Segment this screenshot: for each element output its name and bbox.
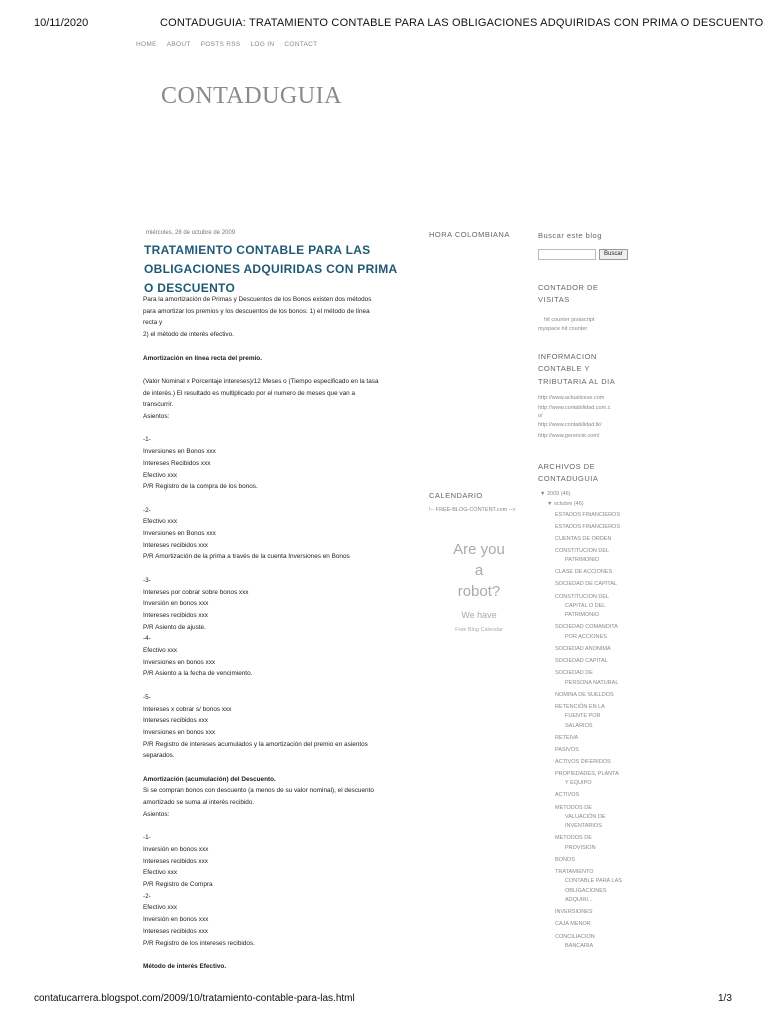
nav-about-link[interactable]: ABOUT	[166, 41, 191, 48]
archive-post-link[interactable]	[555, 746, 633, 755]
post-line: Intereses por cobrar sobre bonos xxx	[143, 588, 249, 596]
archive-post-label: CUENTAS DE ORDEN	[555, 535, 612, 542]
post-line: Efectivo xxx	[143, 869, 178, 877]
info-link-contabilidad-com-co-cont[interactable]: o/	[538, 413, 543, 420]
archive-post-label: ADQUIRI...	[565, 897, 593, 904]
nav-log-in-link[interactable]: LOG IN	[250, 41, 275, 48]
robot-check-widget	[429, 539, 529, 633]
post-line: Inversión en bonos xxx	[143, 916, 209, 924]
blog-title[interactable]: CONTADUGUIA	[161, 83, 342, 109]
info-link-contabilidad-tk[interactable]: http://www.contabilidad.tk/	[538, 422, 602, 429]
post-line: Efectivo xxx	[143, 471, 178, 479]
archive-post-label: PROVISION	[565, 844, 596, 851]
archive-post-label: NOMINA DE SUELDOS	[555, 691, 614, 698]
post-line	[143, 364, 413, 376]
archive-post-link[interactable]	[555, 804, 633, 832]
post-line: Inversiones en bonos xxx	[143, 658, 216, 666]
archive-post-label: METODOS DE	[555, 804, 592, 811]
archive-post-label: TRATAMIENTO	[555, 869, 594, 876]
post-date: miércoles, 28 de octubre de 2009	[146, 230, 236, 236]
hit-counter[interactable]	[538, 316, 638, 334]
nav-contact-link[interactable]: CONTACT	[284, 41, 318, 48]
archive-post-link[interactable]	[555, 523, 633, 532]
archive-post-label: BONOS	[555, 856, 575, 863]
archive-post-label: OBLIGACIONES	[565, 887, 607, 894]
archive-post-link[interactable]	[555, 593, 633, 621]
archive-post-label: SOCIEDAD DE CAPITAL	[555, 581, 617, 588]
post-line	[143, 563, 413, 575]
archive-post-label: RETEIVA	[555, 734, 579, 741]
archive-post-label: CONCILIACION	[555, 933, 595, 940]
post-line: separados.	[143, 752, 175, 760]
archive-month-toggle[interactable]: ▼ octubre (46)	[547, 500, 584, 507]
archive-post-link[interactable]	[555, 868, 633, 906]
search-button[interactable]: Buscar	[599, 249, 628, 260]
archive-post-label: POR ACCIONES	[565, 633, 607, 640]
archive-post-link[interactable]	[555, 933, 633, 952]
visits-counter-heading: CONTADOR DE VISITAS	[538, 282, 599, 304]
robot-line-3: robot?	[457, 583, 501, 600]
post-line	[143, 949, 413, 961]
archive-post-link[interactable]	[555, 669, 633, 688]
nav-posts-rss-link[interactable]: POSTS RSS	[200, 41, 241, 48]
post-line: amortizado se suma al interés recibido.	[143, 799, 255, 807]
hit-counter-caption: myspace hit counter	[538, 325, 588, 332]
post-line: -2-	[143, 892, 151, 900]
post-line: -4-	[143, 635, 151, 643]
archive-post-link[interactable]	[555, 920, 633, 929]
post-line: Efectivo xxx	[143, 904, 178, 912]
post-line: Inversiones en Bonos xxx	[143, 448, 216, 456]
search-heading: Buscar este blog	[538, 231, 602, 240]
archive-post-link[interactable]	[555, 580, 633, 589]
post-line: Asientos:	[143, 413, 170, 420]
post-line	[143, 493, 413, 505]
post-line: Asientos:	[143, 810, 170, 818]
search-input[interactable]	[538, 249, 596, 260]
archive-post-label: SOCIEDAD COMANDITA	[555, 624, 618, 631]
post-line: transcurrir.	[143, 401, 174, 409]
post-line: Intereses Recibidos xxx	[143, 459, 211, 467]
post-line: -3-	[143, 576, 151, 584]
archive-post-label: FUENTE POR	[565, 713, 601, 720]
post-line: Intereses recibidos xxx	[143, 611, 208, 619]
archive-post-label: PASIVOS	[555, 746, 579, 753]
archive-post-label: RETENCIÓN EN LA	[555, 703, 605, 710]
archive-heading: ARCHIVOS DE CONTADUGUIA	[538, 461, 599, 484]
post-line: para amortizar los premios y los descuentos de los bonos: 1) el método de línea	[143, 307, 370, 315]
search-form	[538, 249, 638, 260]
middle-sidebar	[429, 230, 529, 633]
calendario-heading: CALENDARIO	[429, 491, 483, 500]
info-link-contabilidad-com-co[interactable]: http://www.contabilidad.com.c	[538, 405, 611, 412]
print-date: 10/11/2020	[34, 17, 89, 29]
post-title[interactable]: TRATAMIENTO CONTABLE PARA LAS OBLIGACIONES ADQUIRIDAS CON PRIMA O DESCUENTO	[144, 243, 398, 295]
archive-post-label: CLASE DE ACCIONES	[555, 569, 613, 576]
post-line: Si se compran bonos con descuento (a menos de su valor nominal), el descuento	[143, 787, 374, 795]
archive-post-label: ESTADOS FINANCIEROS	[555, 523, 620, 530]
archive-post-label: INVERSIONES	[555, 909, 593, 916]
archive-post-label: METODOS DE	[555, 835, 592, 842]
post-line: P/R Asiento de ajuste.	[143, 623, 206, 631]
post-line: P/R Asiento a la fecha de vencimiento.	[143, 670, 253, 678]
archive-post-label: PATRIMONIO	[565, 612, 600, 619]
archive-post-label: CAJA MENOR	[555, 921, 591, 928]
archive-post-label: CONTABLE PARA LAS	[565, 878, 622, 885]
post-line: Efectivo xxx	[143, 647, 178, 655]
print-url: contatucarrera.blogspot.com/2009/10/tratamiento-contable-para-las.html	[34, 993, 355, 1004]
archive-post-label: SOCIEDAD ANONIMA	[555, 645, 611, 652]
archive-post-link[interactable]	[555, 834, 633, 853]
post-line: Intereses recibidos xxx	[143, 927, 208, 935]
post-line: recta y	[143, 319, 163, 327]
archive-post-link[interactable]	[555, 645, 633, 654]
post-line: -1-	[143, 834, 151, 842]
post-line	[143, 680, 413, 692]
post-line: Inversión en bonos xxx	[143, 845, 209, 853]
archive-post-link[interactable]	[555, 535, 633, 544]
post-line: (Valor Nominal x Porcentaje intereses)/12 Meses o (Tiempo especificado en la tasa	[143, 377, 379, 385]
archive-post-link[interactable]	[555, 734, 633, 743]
info-links	[538, 393, 638, 443]
archive-post-link[interactable]	[555, 856, 633, 865]
post-line: de interés.) El resultado es multiplicado por el numero de meses que van a	[143, 389, 356, 397]
post-line	[143, 821, 413, 833]
post-line: 2) el método de interés efectivo.	[143, 331, 234, 339]
post-line	[143, 762, 413, 774]
archive-year-toggle[interactable]: ▼ 2009 (46)	[540, 490, 571, 497]
post-line: P/R Registro de intereses acumulados y la amortización del premio en asientos	[143, 740, 368, 748]
blog-archive	[538, 489, 638, 952]
right-sidebar	[538, 230, 638, 954]
archive-post-link[interactable]	[555, 770, 633, 789]
archive-post-label: ACTIVOS	[555, 792, 580, 799]
post-line: Intereses recibidos xxx	[143, 541, 208, 549]
post-line: Amortización en línea recta del premio.	[143, 354, 262, 362]
archive-post-link[interactable]	[555, 758, 633, 767]
post-line: P/R Registro de la compra de los bonos.	[143, 483, 258, 491]
archive-post-link[interactable]	[555, 691, 633, 700]
print-page-number: 1/3	[718, 993, 732, 1004]
post-line: P/R Registro de Compra	[143, 881, 213, 889]
archive-post-label: ACTIVOS DIFERIDOS	[555, 758, 611, 765]
post-line: Intereses recibidos xxx	[143, 857, 208, 865]
hit-counter-image-alt: hit counter javascript	[544, 316, 595, 323]
info-contable-heading: INFORMACION CONTABLE Y TRIBUTARIA AL DIA	[538, 351, 616, 386]
post-line: P/R Registro de los intereses recibidos.	[143, 939, 255, 947]
archive-post-link[interactable]	[555, 511, 633, 520]
robot-line-2: a	[474, 562, 484, 579]
hora-colombiana-heading: HORA COLOMBIANA	[429, 230, 510, 239]
nav-home-link[interactable]: HOME	[136, 41, 157, 48]
archive-post-label: BANCARIA	[565, 942, 594, 949]
archive-post-link[interactable]	[555, 568, 633, 577]
post-line: Inversiones en Bonos xxx	[143, 530, 216, 537]
post-line: Intereses x cobrar s/ bonos xxx	[143, 705, 232, 713]
free-blog-calendar-link[interactable]: Free Blog Calendar	[455, 627, 503, 633]
info-link-actualicese[interactable]: http://www.actualicese.com	[538, 395, 605, 401]
archive-post-link[interactable]	[555, 623, 633, 642]
archive-post-link[interactable]	[555, 657, 633, 666]
post-line: -5-	[143, 693, 151, 701]
archive-post-label: SOCIEDAD CAPITAL	[555, 658, 608, 665]
archive-post-label: PATRIMONIO	[565, 557, 600, 564]
archive-post-link[interactable]	[555, 547, 633, 566]
archive-post-label: INVENTARIOS	[565, 823, 602, 830]
archive-post-label: PERSONA NATURAL	[565, 679, 619, 686]
top-navigation	[136, 41, 317, 48]
post-line: Amortización (acumulación) del Descuento.	[143, 775, 276, 783]
archive-post-label: PROPIEDADES, PLANTA	[555, 770, 619, 777]
post-line: Método de interés Efectivo.	[143, 962, 227, 970]
post-body	[143, 294, 413, 973]
post-line: Inversión en bonos xxx	[143, 600, 209, 608]
archive-post-label: VALUACIÓN DE	[565, 813, 606, 820]
post-line: -1-	[143, 436, 151, 444]
archive-post-label: CONSTITUCION DEL	[555, 547, 610, 554]
post-line: Efectivo xxx	[143, 518, 178, 526]
archive-post-label: ESTADOS FINANCIEROS	[555, 511, 620, 518]
post-line	[143, 341, 413, 353]
post-line: -2-	[143, 506, 151, 514]
robot-subtext: We have	[461, 610, 497, 620]
archive-post-label: SALARIOS	[565, 722, 593, 729]
archive-post-list	[555, 511, 638, 952]
post-line: Para la amortización de Primas y Descuentos de los Bonos existen dos métodos	[143, 296, 372, 303]
archive-post-label: CONSTITUCION DEL	[555, 593, 610, 600]
archive-post-link[interactable]	[555, 791, 633, 800]
post-line: P/R Amortización de la prima a través de la cuenta Inversiones en Bonos	[143, 553, 350, 561]
post-line: Intereses recibidos xxx	[143, 717, 208, 725]
archive-post-label: SOCIEDAD DE	[555, 670, 593, 677]
archive-post-label: Y EQUIPO	[565, 780, 592, 787]
calendar-widget-link[interactable]: !-- FREE-BLOG-CONTENT.com -->	[429, 507, 516, 513]
archive-post-link[interactable]	[555, 703, 633, 731]
robot-line-1: Are you	[453, 541, 505, 558]
archive-post-link[interactable]	[555, 908, 633, 917]
post-line: Inversiones en bonos xxx	[143, 728, 216, 736]
archive-post-label: CAPITAL O DEL	[565, 602, 606, 609]
post-line	[143, 423, 413, 435]
info-link-gerencie[interactable]: http://www.gerencie.com/	[538, 433, 600, 440]
print-page-title: CONTADUGUIA: TRATAMIENTO CONTABLE PARA LAS OBLIGACIONES ADQUIRIDAS CON PRIMA O DESCUENTO	[160, 17, 764, 29]
